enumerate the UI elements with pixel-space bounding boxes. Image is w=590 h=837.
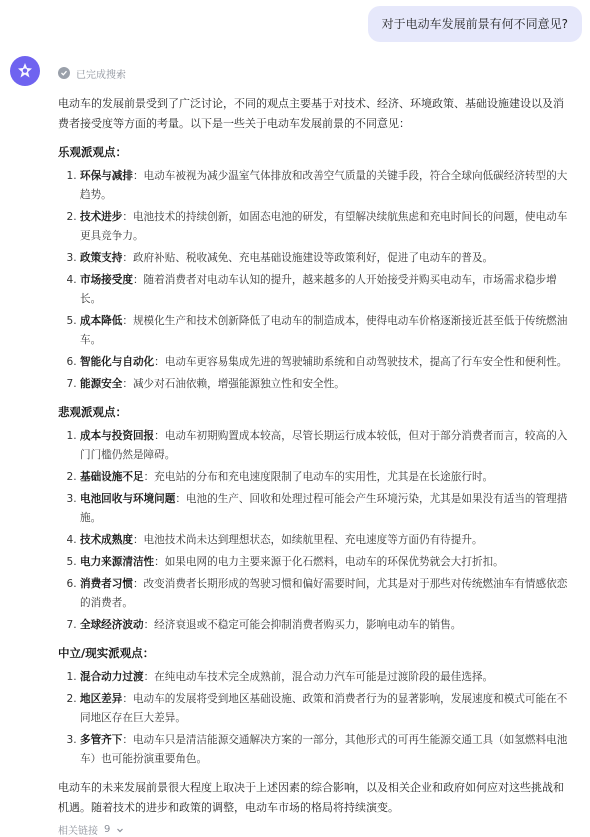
list-item: 1. 成本与投资回报：电动车初期购置成本较高，尽管长期运行成本较低，但对于部分消费者而言，较高的入门门槛仍然是障碍。: [80, 427, 570, 465]
list-item: 3. 政策支持：政府补贴、税收减免、充电基础设施建设等政策利好，促进了电动车的普及。: [80, 249, 570, 268]
optimistic-list: [58, 167, 570, 394]
pessimistic-list: [58, 427, 570, 635]
list-item: 5. 电力来源清洁性：如果电网的电力主要来源于化石燃料，电动车的环保优势就会大打折扣。: [80, 553, 570, 572]
conclusion-paragraph: 电动车的未来发展前景很大程度上取决于上述因素的综合影响，以及相关企业和政府如何应对这些挑战和机遇。随着技术的进步和政策的调整，电动车市场的格局将持续演变。: [58, 781, 564, 814]
search-status-label: 已完成搜索: [76, 69, 126, 81]
user-message-bubble: [368, 6, 582, 42]
intro-paragraph: 电动车的发展前景受到了广泛讨论，不同的观点主要基于对技术、经济、环境政策、基础设施建设以及消费者接受度等方面的考量。以下是一些关于电动车发展前景的不同意见：: [58, 97, 564, 130]
list-item: 1. 混合动力过渡：在纯电动车技术完全成熟前，混合动力汽车可能是过渡阶段的最佳选择。: [80, 668, 570, 687]
neutral-heading: 中立/现实派观点：: [58, 646, 155, 660]
list-item: 2. 基础设施不足：充电站的分布和充电速度限制了电动车的实用性，尤其是在长途旅行时。: [80, 468, 570, 487]
related-links-count: 9: [104, 824, 111, 835]
list-item: 7. 能源安全：减少对石油依赖，增强能源独立性和安全性。: [80, 375, 570, 394]
assistant-logo-icon: [16, 62, 34, 80]
list-item: 2. 技术进步：电池技术的持续创新，如固态电池的研发，有望解决续航焦虑和充电时间长的问题，使电动车更具竞争力。: [80, 208, 570, 246]
list-item: 2. 地区差异：电动车的发展将受到地区基础设施、政策和消费者行为的显著影响，发展速度和模式可能在不同地区存在巨大差异。: [80, 690, 570, 728]
list-item: 7. 全球经济波动：经济衰退或不稳定可能会抑制消费者购买力，影响电动车的销售。: [80, 616, 570, 635]
optimistic-heading: 乐观派观点：: [58, 145, 127, 159]
list-item: 3. 电池回收与环境问题：电池的生产、回收和处理过程可能会产生环境污染，尤其是如果没有适当的管理措施。: [80, 490, 570, 528]
list-item: 3. 多管齐下：电动车只是清洁能源交通解决方案的一部分，其他形式的可再生能源交通工具（如氢燃料电池车）也可能扮演重要角色。: [80, 731, 570, 769]
assistant-answer: [48, 54, 582, 837]
list-item: 4. 市场接受度：随着消费者对电动车认知的提升，越来越多的人开始接受并购买电动车，市场需求稳步增长。: [80, 271, 570, 309]
search-done-icon: [58, 67, 70, 79]
pessimistic-heading: 悲观派观点：: [58, 405, 127, 419]
related-links-toggle[interactable]: [58, 822, 570, 837]
related-links-label: 相关链接: [58, 826, 98, 837]
list-item: 4. 技术成熟度：电池技术尚未达到理想状态，如续航里程、充电速度等方面仍有待提升。: [80, 531, 570, 550]
assistant-avatar: [10, 56, 40, 86]
user-message-text: 对于电动车发展前景有何不同意见?: [381, 17, 568, 31]
list-item: 6. 消费者习惯：改变消费者长期形成的驾驶习惯和偏好需要时间，尤其是对于那些对传统燃油车有情感依恋的消费者。: [80, 575, 570, 613]
list-item: 6. 智能化与自动化：电动车更容易集成先进的驾驶辅助系统和自动驾驶技术，提高了行车安全性和便利性。: [80, 353, 570, 372]
list-item: 1. 环保与减排：电动车被视为减少温室气体排放和改善空气质量的关键手段，符合全球向低碳经济转型的大趋势。: [80, 167, 570, 205]
chevron-down-icon: [116, 826, 124, 834]
neutral-list: [58, 668, 570, 769]
list-item: 5. 成本降低：规模化生产和技术创新降低了电动车的制造成本，使得电动车价格逐渐接近甚至低于传统燃油车。: [80, 312, 570, 350]
search-status[interactable]: [58, 64, 570, 82]
